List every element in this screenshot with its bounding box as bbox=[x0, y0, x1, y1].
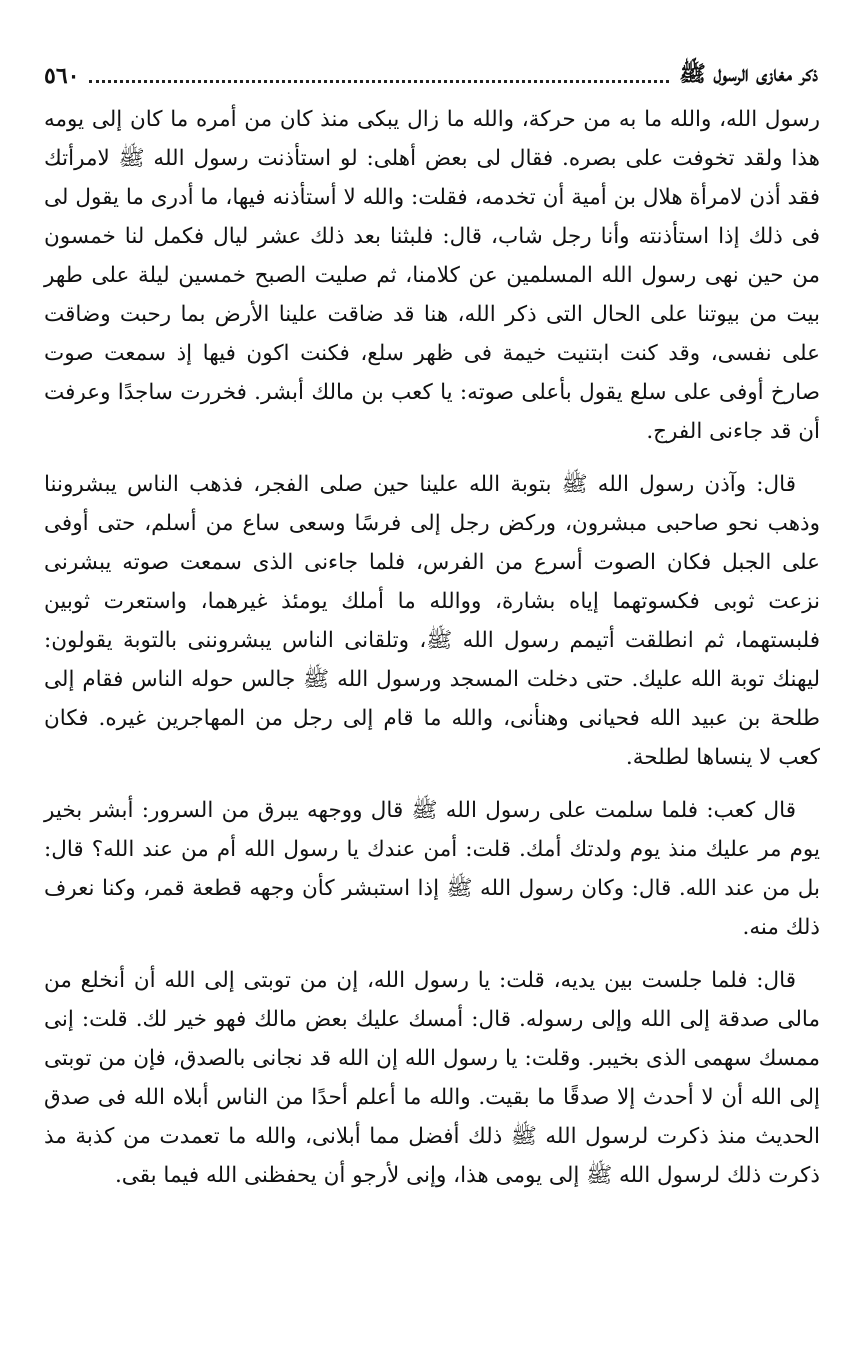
header-dot-leader bbox=[89, 70, 669, 83]
running-title: ذكر مغازى الرسول ﷺ bbox=[679, 61, 818, 87]
body-text bbox=[44, 100, 820, 1195]
paragraph: قال: فلما جلست بين يديه، قلت: يا رسول الله، إن من توبتى إلى الله أن أنخلع من مالى صدقة إلى الله وإلى رسوله. قال: أمسك عليك بعض مالك فهو خير لك. قلت: إنى ممسك سهمى الذى بخيبر. وقلت: يا رسول الله إن الله قد نجانى بالصدق، فإن من توبتى إلى الله أن لا أحدث إلا صدقًا ما بقيت. والله ما أعلم أحدًا من الناس أبلاه الله فى صدق الحديث منذ ذكرت لرسول الله ﷺ ذلك أفضل مما أبلانى، والله ما تعمدت من كذبة مذ ذكرت ذلك لرسول الله ﷺ إلى يومى هذا، وإنى لأرجو أن يحفظنى الله فيما بقى. bbox=[44, 968, 820, 1188]
page-number: ٥٦٠ bbox=[44, 63, 80, 89]
page-header bbox=[44, 56, 818, 96]
paragraph: قال: وآذن رسول الله ﷺ بتوبة الله علينا حين صلى الفجر، فذهب الناس يبشروننا وذهب نحو صاحبى مبشرون، وركض رجل إلى فرسًا وسعى ساع من أسلم، حتى أوفى على الجبل فكان الصوت أسرع من الفرس، فلما جاءنى الذى سمعت صوته يبشرنى نزعت ثوبى فكسوتهما إياه بشارة، ووالله ما أملك يومئذ غيرهما، واستعرت ثوبين فلبستهما، ثم انطلقت أتيمم رسول الله ﷺ، وتلقانى الناس يبشروننى بالتوبة يقولون: ليهنك توبة الله عليك. حتى دخلت المسجد ورسول الله ﷺ جالس حوله الناس فقام إلى طلحة بن عبيد الله فحيانى وهنأنى، والله ما قام إلى رجل من المهاجرين غيره. فكان كعب لا ينساها لطلحة. bbox=[44, 472, 820, 770]
paragraph: قال كعب: فلما سلمت على رسول الله ﷺ قال ووجهه يبرق من السرور: أبشر بخير يوم مر عليك منذ يوم ولدتك أمك. قلت: أمن عندك يا رسول الله أم من عند الله؟ قال: بل من عند الله. قال: وكان رسول الله ﷺ إذا استبشر كأن وجهه قطعة قمر، وكنا نعرف ذلك منه. bbox=[44, 798, 820, 940]
paragraph: رسول الله، والله ما به من حركة، والله ما زال يبكى منذ كان من أمره ما كان إلى يومه هذا ولقد تخوفت على بصره. فقال لى بعض أهلى: لو استأذنت رسول الله ﷺ لامرأتك فقد أذن لامرأة هلال بن أمية أن تخدمه، فقلت: والله لا أستأذنه فيها، ما أدرى ما يقول لى فى ذلك إذا استأذنته وأنا رجل شاب، قال: فلبثنا بعد ذلك عشر ليال فكمل لنا خمسون من حين نهى رسول الله المسلمين عن كلامنا، ثم صليت الصبح خمسين ليلة على طهر بيت من بيوتنا على الحال التى ذكر الله، هنا قد ضاقت علينا الأرض بما رحبت وضاقت على نفسى، وقد كنت ابتنيت خيمة فى ظهر سلع، فكنت اكون فيها إذ سمعت صوت صارخ أوفى على سلع يقول بأعلى صوته: يا كعب بن مالك أبشر. فخررت ساجدًا وعرفت أن قد جاءنى الفرج. bbox=[44, 107, 821, 444]
